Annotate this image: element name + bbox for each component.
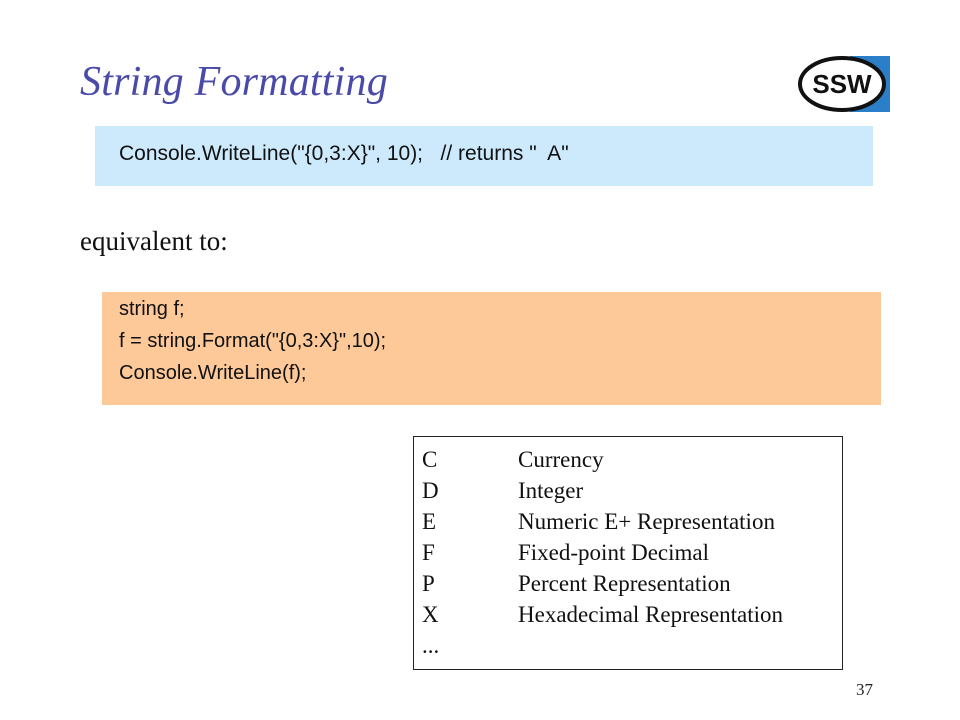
format-code: D [422,478,439,503]
code-line: string f; [119,298,185,320]
format-code: P [422,571,435,596]
format-code: F [422,540,435,565]
format-description: Hexadecimal Representation [518,602,784,627]
logo-text: SSW [812,69,872,99]
format-code: ... [422,633,440,658]
code-example-line: Console.WriteLine("{0,3:X}", 10); // returns " A" [119,142,569,165]
code-example-box [95,126,873,186]
format-code: X [422,602,439,627]
format-description: Numeric E+ Representation [518,509,775,534]
format-description: Integer [518,478,584,503]
format-code: E [422,509,437,534]
equivalent-label: equivalent to: [80,226,228,256]
ssw-logo [798,56,890,112]
format-code: C [422,447,438,472]
page-number: 37 [856,680,873,699]
format-description: Percent Representation [518,571,731,596]
format-specifier-table [413,436,843,670]
slide-title: String Formatting [80,59,388,105]
code-line: f = string.Format("{0,3:X}",10); [119,330,387,352]
format-description: Currency [518,447,604,472]
code-line: Console.WriteLine(f); [119,362,307,384]
format-description: Fixed-point Decimal [518,540,709,565]
code-equivalent-box [102,292,881,405]
